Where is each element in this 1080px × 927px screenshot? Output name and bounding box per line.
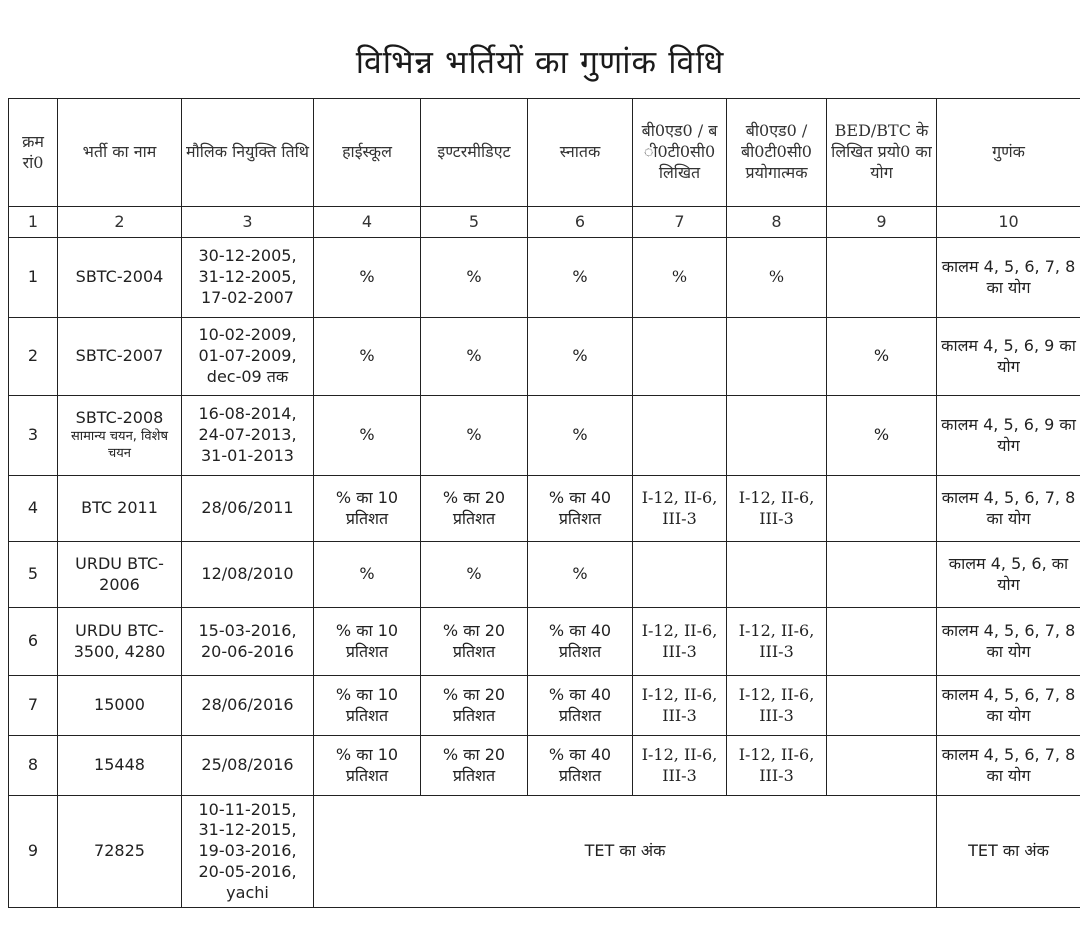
cell-sno: 4 xyxy=(9,476,58,542)
table-row xyxy=(9,542,1080,608)
column-number: 7 xyxy=(633,207,727,238)
cell-sno: 5 xyxy=(9,542,58,608)
cell-date: 12/08/2010 xyxy=(182,542,314,608)
table-row xyxy=(9,676,1080,736)
table-row xyxy=(9,476,1080,542)
column-number: 2 xyxy=(58,207,182,238)
cell-graduation: % का 40 प्रतिशत xyxy=(528,736,633,796)
cell-written xyxy=(633,542,727,608)
cell-score: कालम 4, 5, 6, 7, 8 का योग xyxy=(937,476,1080,542)
cell-written: I-12, II-6, III-3 xyxy=(633,736,727,796)
header-cell: बी0एड0 / बी0टी0सी0 प्रयोगात्मक xyxy=(727,99,827,207)
cell-date: 25/08/2016 xyxy=(182,736,314,796)
cell-written: I-12, II-6, III-3 xyxy=(633,476,727,542)
cell-intermediate: % xyxy=(421,396,528,476)
cell-score: कालम 4, 5, 6, का योग xyxy=(937,542,1080,608)
cell-practical: I-12, II-6, III-3 xyxy=(727,608,827,676)
cell-practical xyxy=(727,396,827,476)
cell-highschool: % का 10 प्रतिशत xyxy=(314,608,421,676)
header-cell: मौलिक नियुक्ति तिथि xyxy=(182,99,314,207)
cell-name: SBTC-2004 xyxy=(58,238,182,318)
name-sub: सामान्य चयन, विशेष चयन xyxy=(70,429,169,461)
cell-date: 15-03-2016, 20-06-2016 xyxy=(182,608,314,676)
cell-intermediate: % xyxy=(421,542,528,608)
cell-name: URDU BTC-3500, 4280 xyxy=(58,608,182,676)
cell-date: 28/06/2011 xyxy=(182,476,314,542)
column-number: 4 xyxy=(314,207,421,238)
cell-bed-btc-total xyxy=(827,542,937,608)
cell-score: कालम 4, 5, 6, 9 का योग xyxy=(937,318,1080,396)
column-number: 5 xyxy=(421,207,528,238)
cell-name: 72825 xyxy=(58,796,182,908)
cell-bed-btc-total xyxy=(827,608,937,676)
cell-graduation: % xyxy=(528,238,633,318)
cell-intermediate: % का 20 प्रतिशत xyxy=(421,676,528,736)
header-cell: बी0एड0 / ब ी0टी0सी0 लिखित xyxy=(633,99,727,207)
cell-written: I-12, II-6, III-3 xyxy=(633,608,727,676)
cell-name: 15000 xyxy=(58,676,182,736)
cell-intermediate: % का 20 प्रतिशत xyxy=(421,736,528,796)
cell-sno: 6 xyxy=(9,608,58,676)
cell-graduation: % का 40 प्रतिशत xyxy=(528,608,633,676)
cell-bed-btc-total xyxy=(827,736,937,796)
header-cell: स्नातक xyxy=(528,99,633,207)
cell-name xyxy=(58,396,182,476)
column-number: 3 xyxy=(182,207,314,238)
cell-bed-btc-total: % xyxy=(827,396,937,476)
cell-sno: 2 xyxy=(9,318,58,396)
cell-highschool: % xyxy=(314,238,421,318)
cell-merged-tet: TET का अंक xyxy=(314,796,937,908)
table-row-last xyxy=(9,796,1080,908)
cell-written: I-12, II-6, III-3 xyxy=(633,676,727,736)
cell-practical: % xyxy=(727,238,827,318)
cell-graduation: % xyxy=(528,542,633,608)
name-main: SBTC-2008 xyxy=(75,408,164,428)
cell-score: कालम 4, 5, 6, 7, 8 का योग xyxy=(937,736,1080,796)
cell-intermediate: % xyxy=(421,238,528,318)
table-row xyxy=(9,608,1080,676)
cell-graduation: % का 40 प्रतिशत xyxy=(528,476,633,542)
cell-score: कालम 4, 5, 6, 9 का योग xyxy=(937,396,1080,476)
cell-highschool: % का 10 प्रतिशत xyxy=(314,736,421,796)
cell-date: 10-02-2009, 01-07-2009, dec-09 तक xyxy=(182,318,314,396)
cell-practical: I-12, II-6, III-3 xyxy=(727,676,827,736)
cell-name: URDU BTC-2006 xyxy=(58,542,182,608)
cell-score: कालम 4, 5, 6, 7, 8 का योग xyxy=(937,676,1080,736)
cell-sno: 9 xyxy=(9,796,58,908)
cell-intermediate: % का 20 प्रतिशत xyxy=(421,608,528,676)
recruitment-table xyxy=(8,98,1080,908)
cell-graduation: % xyxy=(528,396,633,476)
column-number: 1 xyxy=(9,207,58,238)
table-row xyxy=(9,238,1080,318)
table-row xyxy=(9,318,1080,396)
header-cell: BED/BTC के लिखित प्रयो0 का योग xyxy=(827,99,937,207)
header-cell: इण्टरमीडिएट xyxy=(421,99,528,207)
cell-bed-btc-total xyxy=(827,476,937,542)
column-number: 6 xyxy=(528,207,633,238)
header-row xyxy=(9,99,1080,207)
cell-name: BTC 2011 xyxy=(58,476,182,542)
cell-date: 16-08-2014, 24-07-2013, 31-01-2013 xyxy=(182,396,314,476)
header-cell: क्रम रां0 xyxy=(9,99,58,207)
cell-date: 28/06/2016 xyxy=(182,676,314,736)
header-cell: भर्ती का नाम xyxy=(58,99,182,207)
cell-graduation: % xyxy=(528,318,633,396)
page-title: विभिन्न भर्तियों का गुणांक विधि xyxy=(355,43,725,81)
cell-highschool: % xyxy=(314,318,421,396)
cell-graduation: % का 40 प्रतिशत xyxy=(528,676,633,736)
cell-date: 10-11-2015, 31-12-2015, 19-03-2016, 20-05-2016, yachi xyxy=(182,796,314,908)
cell-intermediate: % का 20 प्रतिशत xyxy=(421,476,528,542)
column-number: 8 xyxy=(727,207,827,238)
cell-name: 15448 xyxy=(58,736,182,796)
header-cell: हाईस्कूल xyxy=(314,99,421,207)
column-number: 9 xyxy=(827,207,937,238)
cell-highschool: % xyxy=(314,542,421,608)
table-row xyxy=(9,396,1080,476)
cell-score: कालम 4, 5, 6, 7, 8 का योग xyxy=(937,608,1080,676)
cell-practical xyxy=(727,318,827,396)
cell-highschool: % का 10 प्रतिशत xyxy=(314,476,421,542)
cell-bed-btc-total: % xyxy=(827,318,937,396)
header-cell: गुणंक xyxy=(937,99,1080,207)
cell-practical: I-12, II-6, III-3 xyxy=(727,736,827,796)
table-row xyxy=(9,736,1080,796)
cell-date: 30-12-2005, 31-12-2005, 17-02-2007 xyxy=(182,238,314,318)
cell-intermediate: % xyxy=(421,318,528,396)
column-number: 10 xyxy=(937,207,1080,238)
column-number-row xyxy=(9,207,1080,238)
cell-score: कालम 4, 5, 6, 7, 8 का योग xyxy=(937,238,1080,318)
cell-name: SBTC-2007 xyxy=(58,318,182,396)
cell-sno: 8 xyxy=(9,736,58,796)
cell-highschool: % का 10 प्रतिशत xyxy=(314,676,421,736)
cell-sno: 1 xyxy=(9,238,58,318)
cell-written xyxy=(633,318,727,396)
cell-written: % xyxy=(633,238,727,318)
cell-score: TET का अंक xyxy=(937,796,1080,908)
cell-bed-btc-total xyxy=(827,676,937,736)
cell-practical: I-12, II-6, III-3 xyxy=(727,476,827,542)
cell-sno: 7 xyxy=(9,676,58,736)
cell-written xyxy=(633,396,727,476)
cell-sno: 3 xyxy=(9,396,58,476)
cell-highschool: % xyxy=(314,396,421,476)
cell-practical xyxy=(727,542,827,608)
cell-bed-btc-total xyxy=(827,238,937,318)
